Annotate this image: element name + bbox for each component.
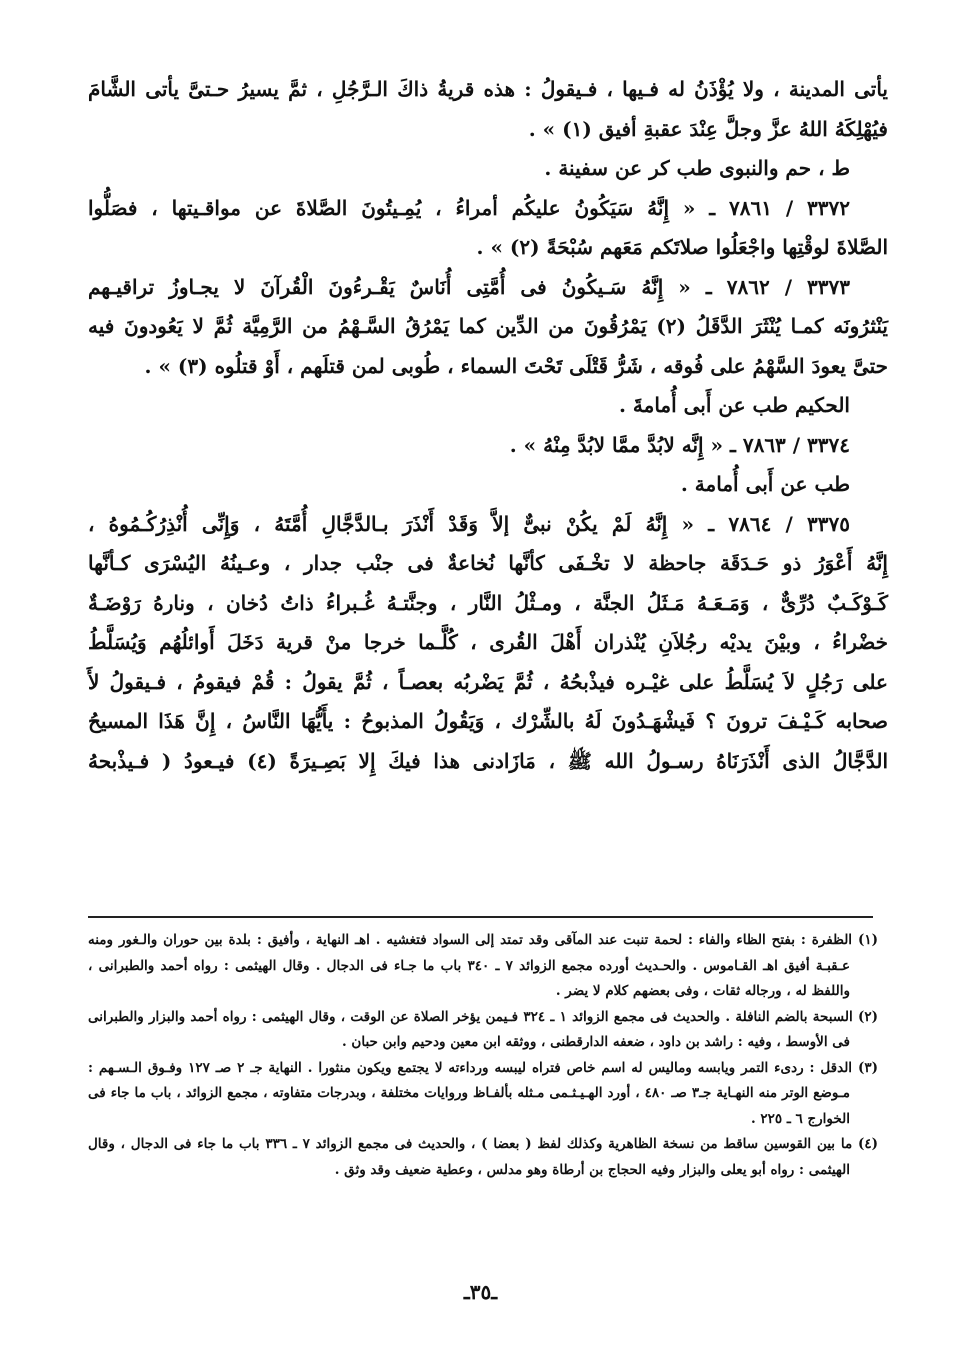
footnote: (٢) السبحة بالضم النافلة . والحديث فى مجمع الزوائد ١ ـ ٣٢٤ فـيمن يؤخر الصلاة عن الوقت ، وقال الهيثمى : رواه أحمد والبزار والطبرانى فى الأوسط ، وفيه : راشد بن داود ، ضعفه الدارقطنى ، ووثقه ابن معين ودحيم وابن حبان .	[88, 1008, 878, 1050]
source-line: الحكيم طب عن أَبى أُمامةَ .	[618, 393, 850, 417]
text-line: على رَجُلٍ لاَ يُسَلَّطُ على غيْـره فيذْبحُهُ ، ثُمَّ يَضْربُه بعصـاً ، ثُمَّ يقولُ : قُمْ فيقومُ ، فـيقولُ لأَ	[88, 669, 888, 694]
hadith-number-line: ٣٣٧٤ / ٧٨٦٣ ـ « إِنَّه لابُدَّ ممَّا لابُدَّ مِنْهُ » .	[509, 432, 850, 457]
text-line: فيُهْلِكَهُ اللهُ عزَّ وجلَّ عِنْدَ عقبةِ أفيق (١) » .	[528, 116, 888, 141]
text-line: الصَّلاةَ لوقْتِها واجْعَلُوا صلاتَكم مَعَهم سُبْحَةً (٢) » .	[476, 235, 888, 259]
hadith-number-line: ٣٣٧٥ / ٧٨٦٤ ـ « إِنَّهُ لَمْ يكُنْ نبىٌّ إلاَّ وَقَدْ أَنْذَرَ بـالدَّجَّالِ أُمَّتَهُ ، وَإِنِّى أُنْذِرُكُـمُوهُ ،	[88, 511, 851, 536]
text-line: الدَّجَّالُ الذى أَنْذَرَنَاهُ رسـولُ الله ﷺ ، مَازَادنى هذا فيكَ إِلا بَصِـيرَةً (٤) فيـعودُ ( فـيذْبحهُ	[88, 748, 888, 773]
text-line: حتىَّ يعودَ السَّهْمُ على فُوقه ، شَرُّ قَتْلَى تَحْتَ السماء ، طُوبى لمن قتلَهم ، أَوْ قتلُوه (٣) » .	[144, 353, 888, 378]
hadith-number-line: ٣٣٧٣ / ٧٨٦٢ ـ « إِنَّهُ سَـيكُونُ فى أُمَّتِى أُنَاسٌ يَقْـرءُونَ الْقُرآنَ لا يجـاوزُ تراقيـهم	[88, 274, 851, 299]
text-line: يأتى المدينة ، ولا يُؤْذَنُ له فـيها ، فـيقولُ : هذه قريةُ ذاكَ الـرَّجُلِ ، ثمَّ يسيرُ حـتىَّ يأتى الشَّامَ	[88, 77, 888, 101]
footnote: (٤) ما بين القوسين ساقط من نسخة الظاهرية وكذلك لفظ ( بعضا ) ، والحديث فى مجمع الزوائد ٧ ـ ٣٣٦ باب ما جاء فى الدجال ، وقال الهيثمى : رواه أبو يعلى والبزار وفيه الحجاج بن أرطاة وهو مدلس ، وعطية ضعيف وقد وثق .	[88, 1136, 879, 1178]
text-line: صحابه كَـيْـفَ ترونَ ؟ فَيشْهَـدُونَ لَهُ بالشِّرْك ، وَيَقُولُ المذبوحُ : يأَيُّهَا النَّاسُ ، إِنَّ هَذَا المسيحُ	[88, 709, 888, 733]
footnote: (٣) الدقل : ردىء التمر ويابسه وماليس له اسم خاص فتراه ليبسه ورداءته لا يجتمع ويكون منثورا . النهاية جـ ٢ صـ ١٢٧ وفـوق الـسـهم : مـوضع الوتر منه النهـاية جـ٣ صـ ٤٨٠ ، أورد الهـيـثـمى مـثله بألفـاظ وروايات مختلفة ، وبدرجات متفاوته ، مجمع الزوائد ، باب ما جاء فى الخوارج ٦ ـ ٢٢٥ .	[88, 1059, 879, 1127]
footnote-divider	[88, 916, 873, 918]
text-line: يَنْثرُونَه كمـا يُنْثَرَ الدَّقَلُ (٢) يَمْرُقُونَ من الدِّين كما يَمْرُقُ السَّـهْمُ من الرَّمِيَّة ثُمَّ لا يَعُودونَ فيه	[88, 314, 888, 338]
text-line: إِنَّهُ أَعْوَرُ ذو حَـدَقَة جاحظة لا تخْـفَى كأنَّها نُخاعةٌ فى جنْب جدار ، وعـينُهُ اليُسْرَى كـأنَّها	[88, 551, 888, 575]
source-line: طب عن أَبى أُمامة .	[680, 472, 850, 496]
source-line: ط ، حم والنبوى طب كر عن سفينة .	[544, 156, 850, 180]
footnotes	[88, 928, 878, 1183]
main-text	[88, 70, 888, 781]
page-number: ـ٣٥ـ	[463, 1280, 498, 1304]
text-line: خضْراءُ ، وبيْنَ يديْه رجُلاَنِ يُنْذران أَهْلَ القُرى ، كُلَّـما خرجا منْ قرية دَخَلَ أَوائلُهُم وَيُسَلَّطُ	[88, 630, 888, 654]
footnote: (١) الظفرة : بفتح الظاء والفاء : لحمة تنبت عند المآقى وقد تمتد إلى السواد فتغشيه . اهـ النهاية ، وأفيق : بلدة بين حوران والـغور ومنه عـقبـة أفيق اهـ القـاموس . والحـديث أورده مجمع الزوائد ٧ ـ ٣٤٠ باب ما جـاء فى الدجال . وقال الهيثمى : رواه أحمد والطبرانى ، واللفظ له ، ورجاله ثقات ، وفى بعضهم كلام لا يضر .	[88, 932, 878, 999]
hadith-number-line: ٣٣٧٢ / ٧٨٦١ ـ « إِنَّهُ سَيَكُونُ عليكُم أمراءُ ، يُمِـيتُونَ الصَّلاةَ عن مواقـيتها ، فصَلُّوا	[88, 195, 850, 220]
text-line: كَـوْكَـبٌ دُرِّىٌّ ، وَمَـعَـهُ مَـثَلُ الجنَّة ، ومـثْلُ النَّار ، وجنَّتـهُ غُـبراءُ ذاتُ دُخان ، ونارهُ رَوْضَـةٌ	[88, 590, 888, 615]
